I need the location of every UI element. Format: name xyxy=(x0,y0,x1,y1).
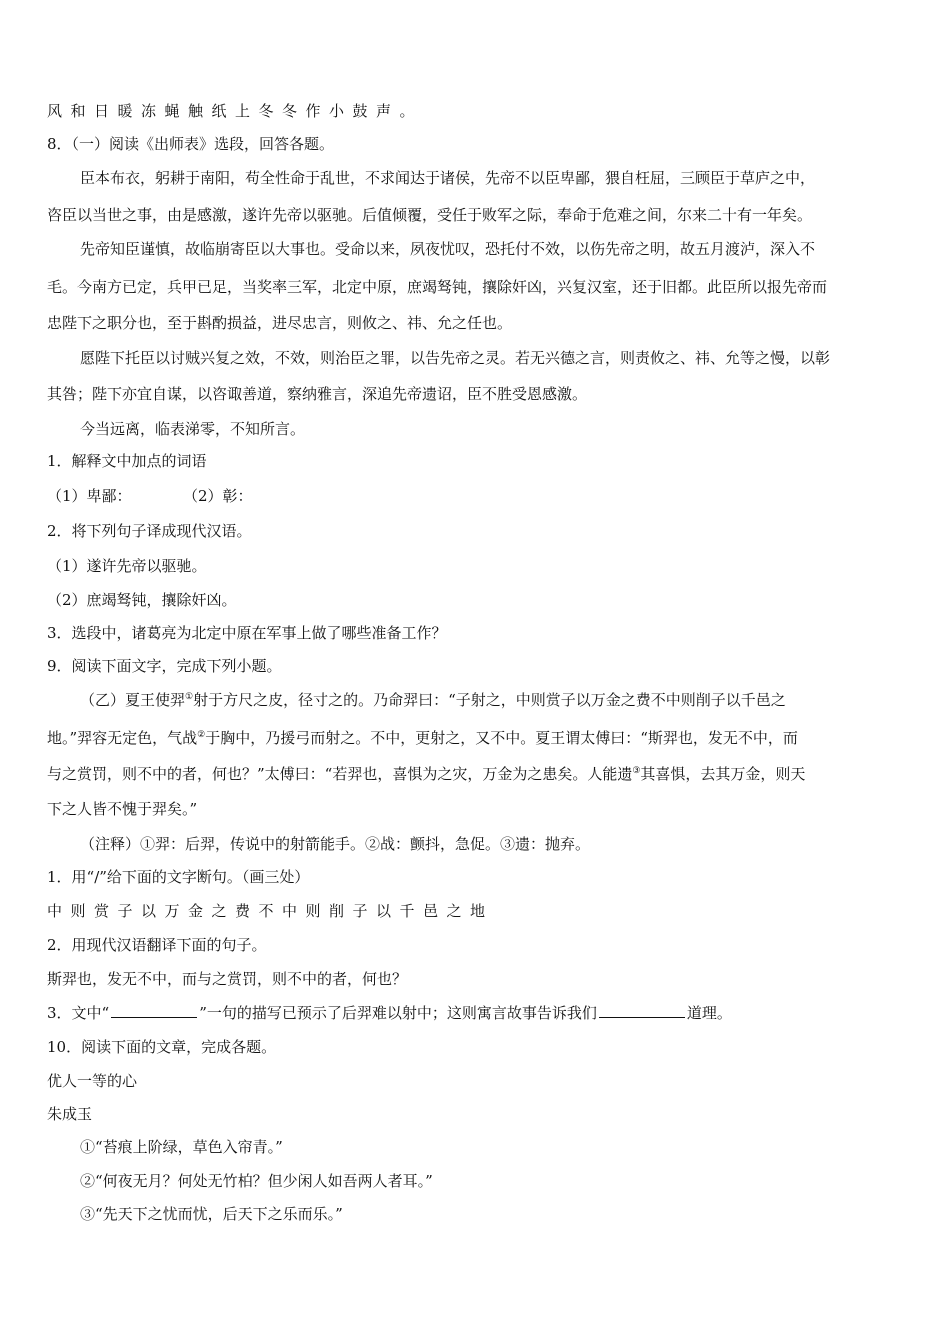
question: 2．用现代汉语翻译下面的句子。 xyxy=(47,936,267,954)
passage-line: 愿陛下托臣以讨贼兴复之效，不效，则治臣之罪，以告先帝之灵。若无兴德之言，则责攸之、祎、允等之慢，以彰 xyxy=(80,349,831,367)
q8-heading: 8．（一）阅读《出师表》选段，回答各题。 xyxy=(47,135,335,153)
passage-line: 忠陛下之职分也，至于斟酌损益，进尽忠言，则攸之、祎、允之任也。 xyxy=(47,314,513,332)
footnote-marker: ② xyxy=(197,730,206,740)
passage-line: 与之赏罚，则不中的者，何也？”太傅曰：“若羿也，喜惧为之灾，万金为之患矣。人能遗③其喜惧，去其万金，则天 xyxy=(47,765,806,783)
sub-question: （2）彰： xyxy=(183,487,253,505)
sub-question: （1）遂许先帝以驱驰。 xyxy=(47,557,207,575)
question-text: 中则赏子以万金之费不中则削子以千邑之地 xyxy=(47,902,494,920)
q9-heading: 9．阅读下面文字，完成下列小题。 xyxy=(47,657,282,675)
answer-blank[interactable] xyxy=(111,1003,197,1018)
answer-blank[interactable] xyxy=(599,1003,685,1018)
passage-line: 咨臣以当世之事，由是感激，遂许先帝以驱驰。后值倾覆，受任于败军之际，奉命于危难之间，尔来二十有一年矣。 xyxy=(47,206,813,224)
passage-line: 先帝知臣谨慎，故临崩寄臣以大事也。受命以来，夙夜忧叹，恐托付不效，以伤先帝之明，故五月渡泸，深入不 xyxy=(80,240,816,258)
poem-line: 风和日暖冻蝇触纸上冬冬作小鼓声。 xyxy=(47,102,424,120)
sub-question: （1）卑鄙： xyxy=(47,487,132,505)
article-paragraph: ②“何夜无月？何处无竹柏？但少闲人如吾两人者耳。” xyxy=(80,1172,433,1190)
question-text: 斯羿也，发无不中，而与之赏罚，则不中的者，何也？ xyxy=(47,970,408,988)
question: 2．将下列句子译成现代汉语。 xyxy=(47,522,252,540)
sub-question: （2）庶竭驽钝，攘除奸凶。 xyxy=(47,591,237,609)
passage-line: 地。”羿容无定色，气战②于胸中，乃援弓而射之。不中，更射之，又不中。夏王谓太傅曰：“斯羿也，发无不中，而 xyxy=(47,729,798,747)
annotation: （注释）①羿：后羿，传说中的射箭能手。②战：颤抖，急促。③遗：抛弃。 xyxy=(80,835,591,853)
question: 3．选段中，诸葛亮为北定中原在军事上做了哪些准备工作？ xyxy=(47,624,447,642)
article-title: 优人一等的心 xyxy=(47,1072,138,1090)
passage-line: 其咎；陛下亦宜自谋，以咨诹善道，察纳雅言，深追先帝遗诏，臣不胜受恩感激。 xyxy=(47,385,588,403)
footnote-marker: ③ xyxy=(632,766,641,776)
passage-line: 今当远离，临表涕零，不知所言。 xyxy=(80,420,306,438)
passage-line: 毛。今南方已定，兵甲已足，当奖率三军，北定中原，庶竭驽钝，攘除奸凶，兴复汉室，还于旧都。此臣所以报先帝而 xyxy=(47,278,828,296)
passage-line: 臣本布衣，躬耕于南阳，苟全性命于乱世，不求闻达于诸侯，先帝不以臣卑鄙，猥自枉屈，三顾臣于草庐之中， xyxy=(80,169,816,187)
article-paragraph: ③“先天下之忧而忧，后天下之乐而乐。” xyxy=(80,1205,343,1223)
passage-line: 下之人皆不愧于羿矣。” xyxy=(47,800,198,818)
footnote-marker: ① xyxy=(185,692,194,702)
passage-line: （乙）夏王使羿①射于方尺之皮，径寸之的。乃命羿曰：“子射之，中则赏子以万金之费不中则削子以千邑之 xyxy=(80,691,786,709)
question: 1．解释文中加点的词语 xyxy=(47,452,207,470)
question: 3．文中“ ”一句的描写已预示了后羿难以射中；这则寓言故事告诉我们 道理。 xyxy=(47,1004,732,1022)
article-paragraph: ①“苔痕上阶绿，草色入帘青。” xyxy=(80,1138,283,1156)
article-author: 朱成玉 xyxy=(47,1105,93,1123)
q10-heading: 10．阅读下面的文章，完成各题。 xyxy=(47,1038,277,1056)
question: 1．用“/”给下面的文字断句。（画三处） xyxy=(47,868,310,886)
